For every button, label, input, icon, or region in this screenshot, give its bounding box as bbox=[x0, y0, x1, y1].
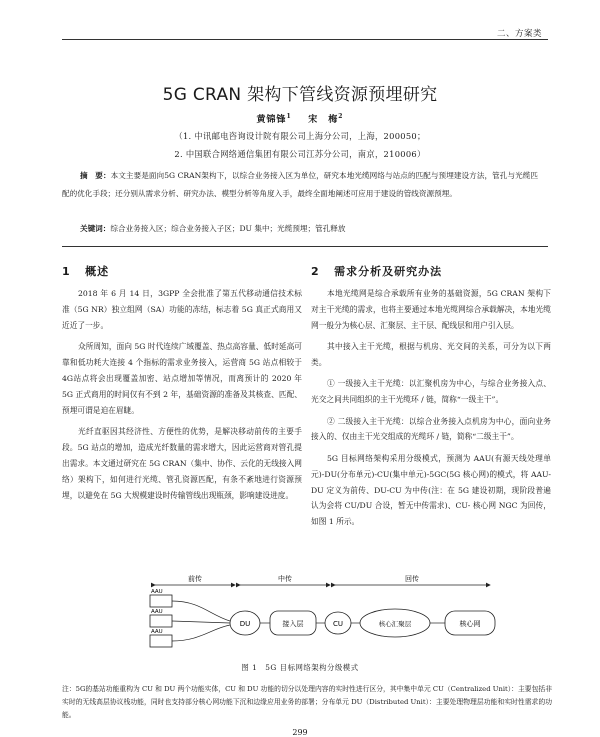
aau-label: AAU bbox=[151, 629, 163, 635]
fiber-link bbox=[172, 621, 230, 623]
author-line bbox=[0, 112, 600, 125]
backhaul-label: 回传 bbox=[405, 575, 419, 583]
aau-box bbox=[150, 635, 172, 647]
keywords-text: 综合业务接入区；综合业务接入子区；DU 集中；光缆预埋；管孔释放 bbox=[110, 224, 346, 233]
section-title: 需求分析及研究办法 bbox=[334, 265, 443, 278]
section-number: 1 bbox=[62, 265, 71, 278]
fiber-link bbox=[172, 601, 230, 621]
paragraph: 本地光缆网是综合承载所有业务的基础资源，5G CRAN 架构下对主干光缆的需求，也将主要通过本地光缆网综合承载解决，本地光缆网一般分为核心层、汇聚层、主干层、配线层和用户引入层。 bbox=[311, 289, 551, 330]
core-convergence-label: 核心汇聚层 bbox=[378, 620, 412, 628]
aau-box bbox=[150, 595, 172, 607]
paragraph: 众所周知，面向 5G 时代连续广域覆盖、热点高容量、低时延高可靠和低功耗大连接 4 个指标的需求业务接入，运营商 5G 站点相较于4G站点将会出现覆盖加密、站点增加等情况，而离预计的 2020 年 5G 正式商用的时间仅有不到 2 年，基础资源的准备及其核查、匹配、预埋可谓是迫在眉睫。 bbox=[62, 342, 302, 415]
aau-group bbox=[150, 589, 172, 647]
author-name: 宋 梅 bbox=[308, 115, 339, 125]
aau-box bbox=[150, 615, 172, 627]
architecture-figure bbox=[60, 563, 560, 663]
fiber-link bbox=[172, 625, 230, 641]
page-number: 299 bbox=[292, 728, 308, 737]
paragraph: 其中接入主干光缆，根据与机房、光交间的关系，可分为以下两类。 bbox=[311, 342, 551, 368]
header-rule bbox=[62, 39, 548, 40]
affiliation-1: （1. 中讯邮电咨询设计院有限公司上海分公司，上海，200050； bbox=[174, 131, 426, 141]
abstract-label: 摘 要： bbox=[80, 171, 111, 180]
figure-note: 注：5G的基站功能重构为 CU 和 DU 两个功能实体，CU 和 DU 功能的切分以处理内容的实时性进行区分，其中集中单元 CU（Centralized Unit）：主要包括非实时的无线高层协议栈功能，同时也支持部分核心网功能下沉和边缘应用业务的部署；分布单元 DU（Distributed Unit）：主要处理物理层功能和实时性需求的功能。 bbox=[62, 685, 552, 719]
section-2-heading bbox=[311, 263, 442, 279]
paragraph: 5G 目标网络架构采用分级模式，预测为 AAU(有源天线处理单元)-DU(分布单元)-CU(集中单元)-5GC(5G 核心网)的模式，将 AAU-DU 定义为前传、DU-CU 为中传(注：在 5G 建设初期，现阶段普遍认为会将 CU/DU 合设，暂无中传需求)、CU- 核心网 NGC 为回传，如图 1 所示。 bbox=[311, 453, 551, 527]
du-label: DU bbox=[239, 620, 251, 628]
paragraph: 2018 年 6 月 14 日，3GPP 全会批准了第五代移动通信技术标准（5G NR）独立组网（SA）功能的冻结，标志着 5G 真正式商用又近近了一步。 bbox=[62, 289, 302, 330]
author-mark: 2 bbox=[338, 113, 344, 120]
figure-caption: 图 1 5G 目标网络架构分级模式 bbox=[241, 663, 359, 672]
fronthaul-label: 前传 bbox=[188, 575, 202, 583]
abstract-text: 本文主要是面向5G CRAN架构下，以综合业务接入区为单位，研究本地光缆网络与站点的匹配与预埋建设方法，管孔与光缆匹配的优化手段；还分别从需求分析、研究办法、模型分析等角度入手，最终全面地阐述可应用于建设的管线资源预埋。 bbox=[62, 171, 539, 198]
left-column bbox=[62, 286, 302, 509]
core-network-label: 核心网 bbox=[459, 620, 481, 628]
paragraph: 光纤直驱因其经济性、方便性的优势，是解决移动前传的主要手段。5G 站点的增加，造成光纤数量的需求增大，因此运营商对管孔提出需求。本文通过研究在 5G CRAN（集中、协作、云化的无线接入网络）架构下，如何进行光缆、管孔资源匹配，有条不紊地进行资源预埋，以避免在 5G 大规模建设时传输管线出现瓶颈，影响建设进度。 bbox=[62, 427, 302, 500]
abstract-rule bbox=[62, 246, 548, 247]
aau-label: AAU bbox=[151, 589, 163, 595]
access-layer-label: 接入层 bbox=[282, 620, 304, 628]
abstract bbox=[62, 167, 538, 202]
running-head: 二、方案类 bbox=[496, 29, 542, 39]
affiliation-2: 2. 中国联合网络通信集团有限公司江苏分公司，南京，210006） bbox=[174, 149, 426, 159]
midhaul-label: 中传 bbox=[278, 575, 292, 583]
paragraph: ① 一级接入主干光缆：以汇聚机房为中心，与综合业务接入点、光交之间共同组织的主干光缆环 / 链，简称“一级主干”。 bbox=[311, 379, 551, 405]
keywords-label: 关键词： bbox=[80, 224, 111, 233]
section-title: 概述 bbox=[85, 265, 110, 278]
aau-label: AAU bbox=[151, 609, 163, 615]
paper-title: 5G CRAN 架构下管线资源预埋研究 bbox=[162, 85, 438, 105]
paragraph: ② 二级接入主干光缆：以综合业务接入点机房为中心，面向业务接入的、仅由主干光交组成的光缆环 / 链，简称“二级主干”。 bbox=[311, 416, 551, 442]
author-mark: 1 bbox=[286, 113, 292, 120]
author-name: 黄锦锋 bbox=[256, 115, 287, 125]
keywords bbox=[62, 220, 538, 237]
right-column bbox=[311, 286, 551, 536]
cu-label: CU bbox=[332, 620, 344, 628]
section-1-heading bbox=[62, 263, 109, 279]
section-number: 2 bbox=[311, 265, 320, 278]
